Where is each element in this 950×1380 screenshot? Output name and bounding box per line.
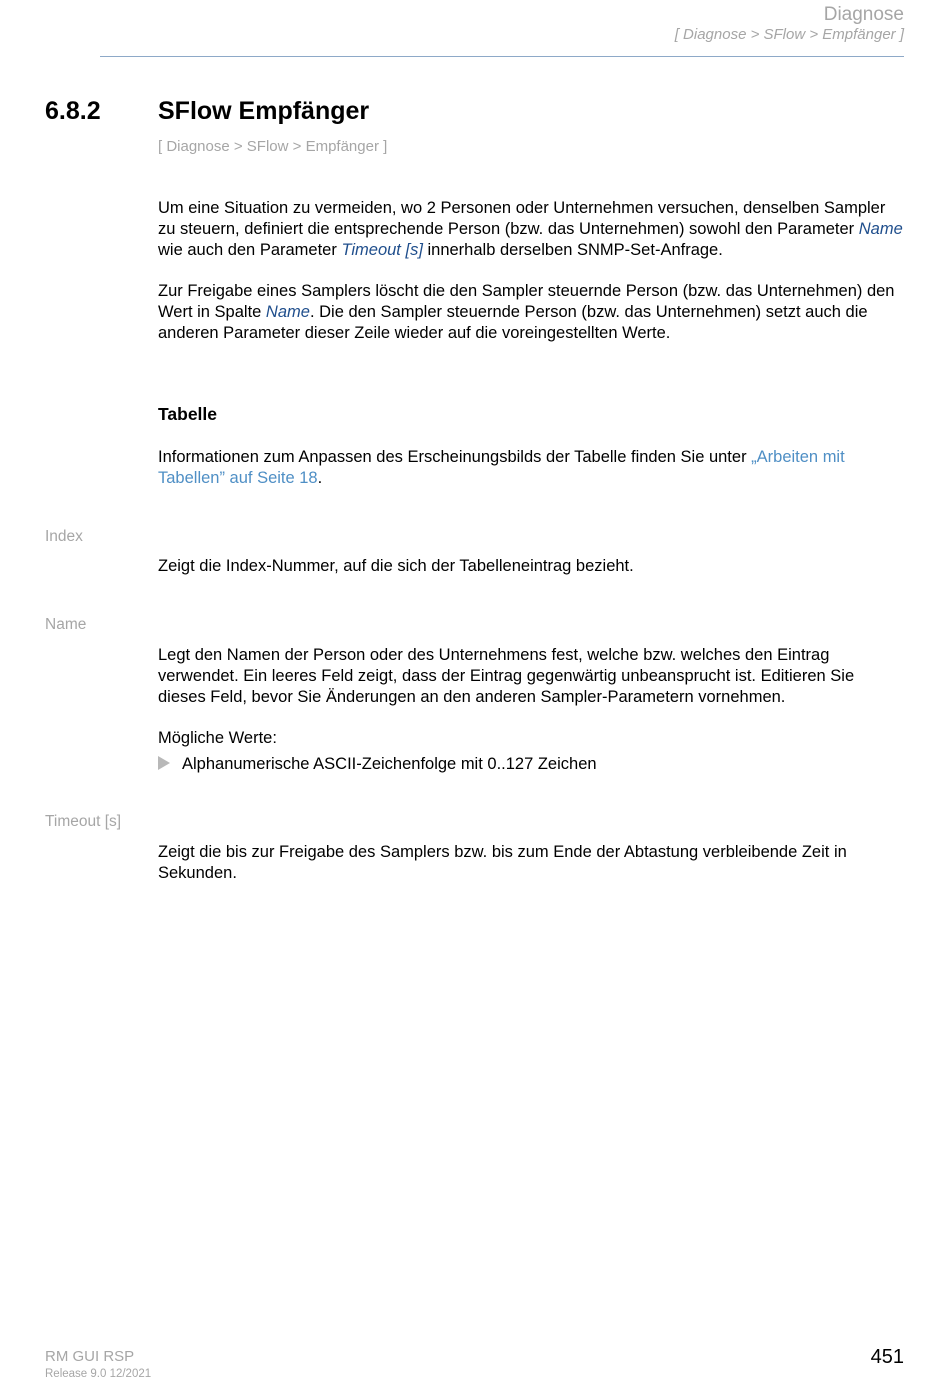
table-info-text: . <box>317 469 323 487</box>
param-term-timeout: Timeout [s] <box>45 813 122 830</box>
intro-text: . Die den Sampler steuernde Person (bzw. das Unternehmen) setzt auch die anderen Parameter dieser Zeile wieder auf die voreingestellten Werte. <box>158 303 868 342</box>
possible-value-item <box>158 754 597 775</box>
param-reference-name: Name <box>858 220 903 238</box>
table-info-link[interactable]: „Arbeiten mit Tabellen” auf Seite 18 <box>158 448 845 487</box>
param-desc-timeout: Zeigt die bis zur Freigabe des Samplers bzw. bis zum Ende der Abtastung verbleibende Zeit in Sekunden. <box>158 843 847 882</box>
page-number: 451 <box>870 1346 904 1368</box>
possible-value-text: Alphanumerische ASCII-Zeichenfolge mit 0..127 Zeichen <box>182 755 597 773</box>
intro-text: Zur Freigabe eines Samplers löscht die den Sampler steuernde Person (bzw. das Unternehmen) den Wert in Spalte <box>158 282 895 321</box>
table-info-paragraph <box>158 447 906 489</box>
footer-product: RM GUI RSP <box>45 1348 135 1365</box>
header-divider <box>100 56 904 57</box>
intro-paragraph-1 <box>158 198 906 261</box>
section-number: 6.8.2 <box>45 97 101 125</box>
param-reference-timeout: Timeout [s] <box>341 241 423 259</box>
bullet-triangle-icon <box>158 756 170 770</box>
running-header-title: Diagnose <box>823 4 904 25</box>
possible-values-label: Mögliche Werte: <box>158 729 277 747</box>
intro-text: wie auch den Parameter <box>158 241 342 259</box>
table-info-text: Informationen zum Anpassen des Erscheinungsbilds der Tabelle finden Sie unter <box>158 448 752 466</box>
param-reference-name: Name <box>265 303 310 321</box>
param-desc-index: Zeigt die Index-Nummer, auf die sich der Tabelleneintrag bezieht. <box>158 557 634 575</box>
intro-text: innerhalb derselben SNMP-Set-Anfrage. <box>422 241 723 259</box>
running-header-breadcrumb: [ Diagnose > SFlow > Empfänger ] <box>674 26 904 43</box>
param-term-index: Index <box>45 528 83 545</box>
footer-release: Release 9.0 12/2021 <box>45 1368 152 1380</box>
intro-paragraph-2 <box>158 281 906 344</box>
table-heading: Tabelle <box>158 404 218 424</box>
param-term-name: Name <box>45 616 87 633</box>
param-desc-name: Legt den Namen der Person oder des Unternehmens fest, welche bzw. welches den Eintrag verwendet. Ein leeres Feld zeigt, dass der Eintrag gegenwärtig unbeansprucht ist. Editieren Sie dieses Feld, bevor Sie Änderungen an den anderen Sampler-Parametern vornehmen. <box>158 646 855 706</box>
section-title: SFlow Empfänger <box>158 97 370 125</box>
intro-text: Um eine Situation zu vermeiden, wo 2 Personen oder Unternehmen versuchen, denselben Sampler zu steuern, definiert die entsprechende Person (bzw. das Unternehmen) sowohl den Parameter <box>158 199 886 238</box>
section-breadcrumb: [ Diagnose > SFlow > Empfänger ] <box>158 138 388 155</box>
